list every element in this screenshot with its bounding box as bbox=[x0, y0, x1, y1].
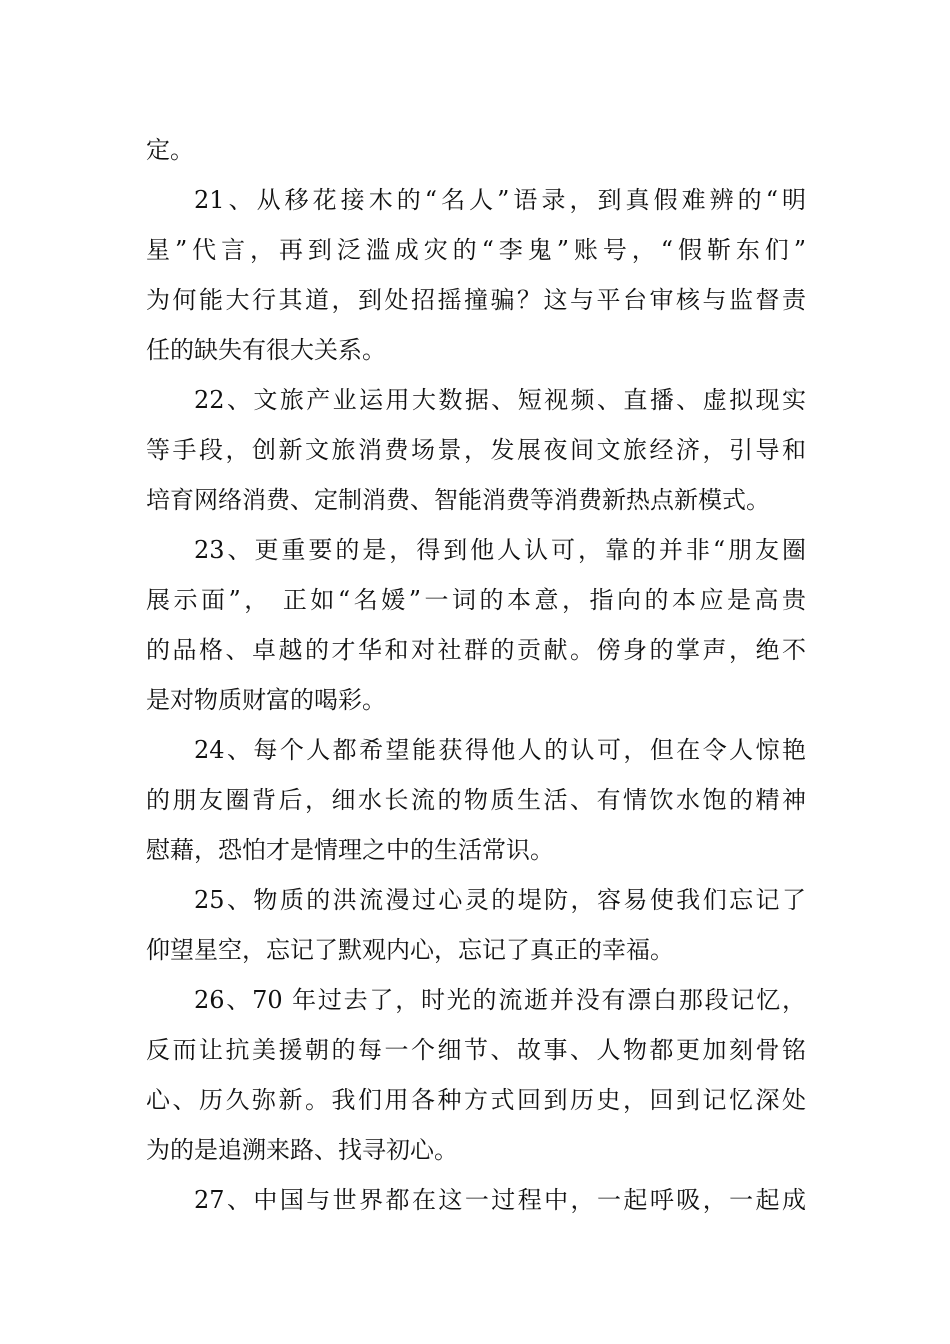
paragraph-26-line: 心、历久弥新。我们用各种方式回到历史，回到记忆深处 bbox=[146, 1086, 806, 1114]
paragraph-26-line: 反而让抗美援朝的每一个细节、故事、人物都更加刻骨铭 bbox=[146, 1036, 806, 1064]
paragraph-22-line: 培育网络消费、定制消费、智能消费等消费新热点新模式。 bbox=[146, 486, 770, 514]
text-line: 定。 bbox=[146, 136, 194, 164]
paragraph-21-line: 星”代言，再到泛滥成灾的“李鬼”账号，“假靳东们” bbox=[146, 236, 806, 264]
paragraph-25-line: 25、物质的洪流漫过心灵的堤防，容易使我们忘记了 bbox=[194, 886, 806, 914]
paragraph-24-line: 24、每个人都希望能获得他人的认可，但在令人惊艳 bbox=[194, 736, 806, 764]
paragraph-22-line: 22、文旅产业运用大数据、短视频、直播、虚拟现实 bbox=[194, 386, 806, 414]
paragraph-26-line: 为的是追溯来路、找寻初心。 bbox=[146, 1136, 458, 1164]
paragraph-23-line: 是对物质财富的喝彩。 bbox=[146, 686, 386, 714]
paragraph-23-line: 23、更重要的是，得到他人认可，靠的并非“朋友圈 bbox=[194, 536, 806, 564]
paragraph-27-line: 27、中国与世界都在这一过程中，一起呼吸，一起成 bbox=[194, 1186, 806, 1214]
paragraph-22-line: 等手段，创新文旅消费场景，发展夜间文旅经济，引导和 bbox=[146, 436, 806, 464]
paragraph-23-line: 展示面”， 正如“名媛”一词的本意，指向的本应是高贵 bbox=[146, 586, 806, 614]
paragraph-21-line: 21、从移花接木的“名人”语录，到真假难辨的“明 bbox=[194, 186, 806, 214]
paragraph-21-line: 为何能大行其道，到处招摇撞骗？这与平台审核与监督责 bbox=[146, 286, 806, 314]
paragraph-25-line: 仰望星空，忘记了默观内心，忘记了真正的幸福。 bbox=[146, 936, 674, 964]
paragraph-24-line: 的朋友圈背后，细水长流的物质生活、有情饮水饱的精神 bbox=[146, 786, 806, 814]
paragraph-21-line: 任的缺失有很大关系。 bbox=[146, 336, 386, 364]
paragraph-24-line: 慰藉，恐怕才是情理之中的生活常识。 bbox=[146, 836, 554, 864]
paragraph-26-line: 26、70 年过去了，时光的流逝并没有漂白那段记忆， bbox=[194, 986, 806, 1014]
paragraph-23-line: 的品格、卓越的才华和对社群的贡献。傍身的掌声，绝不 bbox=[146, 636, 806, 664]
